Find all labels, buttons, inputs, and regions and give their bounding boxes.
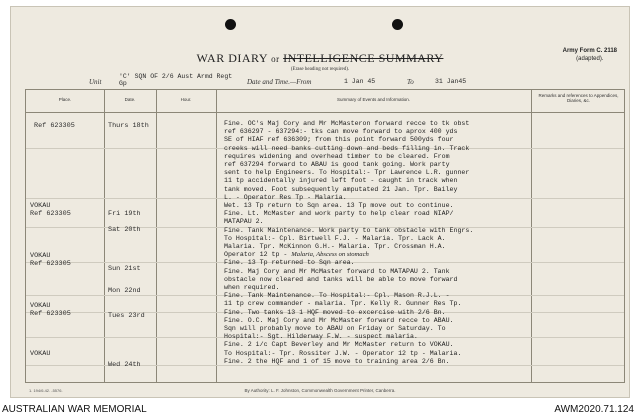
summary-line: Malaria. Tpr. McKinnon G.H.- Malaria. Tpr. Crossman H.A. [224,243,446,251]
summary-line: Fine. Two tanks 13 1 HQF moved to excercise with 2/6 Bn. [224,308,446,316]
summary-line: Fine. OC's Maj Cory and Mr McMasteron forward recce to tk obst [224,120,470,127]
date-entry: Tues 23rd [108,312,145,320]
unit-value: 'C' SQN OF 2/6 Aust Armd Regt Gp [119,73,233,87]
punch-hole-left [225,19,236,30]
summary-line: 11 tp crew commander - malaria. Tpr. Kelly R. Gunner Res Tp. [224,300,462,308]
header-place: Place. [58,97,72,102]
date-from-value: 1 Jan 45 [344,78,376,85]
summary-line: Fine. Tank Maintenance. To Hospital:- Cpl. Mason R.J.L. - [224,292,450,300]
summary-line: when required. [224,284,280,292]
army-form-label [563,47,617,63]
summary-line: ref 636297 - 637294:- tks can move forward to aprox 400 yds [224,128,458,136]
title-war-diary: WAR DIARY [196,51,268,65]
title-or: or [271,54,280,64]
printer-credit: By Authority: L. F. Johnston, Commonwealth Government Printer, Canberra. [244,388,396,393]
date-time-label: Date and Time.—From [247,78,312,86]
summary-line: Fine. O.C. Maj Cory and Mr McMaster forward recce to ABAU. [224,316,454,324]
unit-label: Unit [89,78,102,86]
date-to-value: 31 Jan45 [435,78,467,85]
place-entry: Ref 623305 [30,210,71,218]
date-entry: Wed 24th [108,361,141,369]
place-entry: VOKAU [30,350,51,358]
diary-sheet [10,6,630,398]
header-summary: Summary of Events and Information. [336,97,411,102]
summary-line [224,251,554,259]
header-date: Date. [124,97,136,102]
title-intelligence-summary: INTELLIGENCE SUMMARY [283,51,444,65]
summary-line: Fine. 13 Tp returned to Sqn area. [224,259,355,267]
print-code: 1. 194/6.42. -5576. [29,388,63,393]
summary-line: sent to help Engineers. To Hospital:- Tpr Lawrence L.R. gunner [224,169,470,177]
summary-line: creeks will need banks cutting down and beds filling in. Track [224,144,470,152]
place-entry: VOKAU [30,202,51,210]
summary-line: Fine. Tank Maintenance. Work party to tank obstacle with Engrs. [224,226,474,234]
place-entry: VOKAU [30,302,51,310]
summary-line: L. - Operator Res Tp - Malaria. [224,193,347,201]
date-to-label: To [407,78,414,86]
erase-heading-note: (Erase heading not required). [290,67,350,72]
archive-footer [0,402,640,418]
summary-line: To Hospital:- Cpl. Birtwell F.J. - Malaria. Tpr. Lack A. [224,234,446,242]
punch-hole-right [392,19,403,30]
summary-line: requires widening and overhead timber to be cleared. From [224,152,450,160]
summary-line: SE of HIAF ref 636309; from this point forward 500yds four [224,136,454,144]
summary-line: Fine. 2 i/c Capt Beverley and Mr McMaster return to VOKAU. [224,341,454,349]
page-title [11,51,629,66]
summary-line: obstacle now cleared and tanks will be able to move forward [224,275,458,283]
summary-line: ref 637294 forward to ABAU is good tank going. Work party [224,161,450,169]
summary-line: 11 tp accidentally injured left foot - caught in track when [224,177,458,185]
date-entry: Sat 20th [108,226,141,234]
date-entry: Thurs 18th [108,122,149,130]
header-remarks: Remarks and references to Appendices, Diaries, &c. [538,93,619,103]
place-entry: Ref 623305 [30,260,71,268]
summary-line: Sqn will probably move to ABAU on Friday or Saturday. To [224,325,446,333]
date-entry: Mon 22nd [108,287,141,295]
place-entry: VOKAU [30,252,51,260]
archive-name: AUSTRALIAN WAR MEMORIAL [2,404,147,415]
summary-line: Fine. 2 the HQF and 1 of 15 move to training area 2/6 Bn. [224,357,450,365]
header-hour: Hour. [180,97,192,102]
archive-id: AWM2020.71.124 [554,404,634,415]
diary-table [25,89,625,383]
date-entry: Sun 21st [108,265,141,273]
army-form-number: Army Form C. 2118 [562,48,617,54]
summary-line: Fine. Maj Cory and Mr McMaster forward to MATAPAU 2. Tank [224,267,450,275]
summary-line: tank moved. Foot subsequently amputated 21 Jan. Tpr. Bailey [224,185,458,193]
summary-line: To Hospital:- Tpr. Rossiter J.W. - Operator 12 tp - Malaria. [224,349,462,357]
summary-text [224,120,554,366]
army-form-adapted: (adapted). [576,56,604,62]
place-entry: Ref 623305 [30,310,71,318]
summary-line: Wet. 13 Tp return to Sqn area. 13 Tp move out to continue. [224,202,454,210]
summary-line: Fine. Lt. McMaster and work party to help clear road NIAP/ [224,210,454,218]
summary-line-text: Operator 12 tp - [224,251,288,259]
summary-line: MATAPAU 2. [224,218,264,226]
date-entry: Fri 19th [108,210,141,218]
handwritten-note: Malaria, Abscess on stomach [291,251,369,259]
place-entry: Ref 623305 [34,122,75,130]
summary-line: Hospital:- Sgt. Hilderway F.W. - suspect malaria. [224,333,418,341]
